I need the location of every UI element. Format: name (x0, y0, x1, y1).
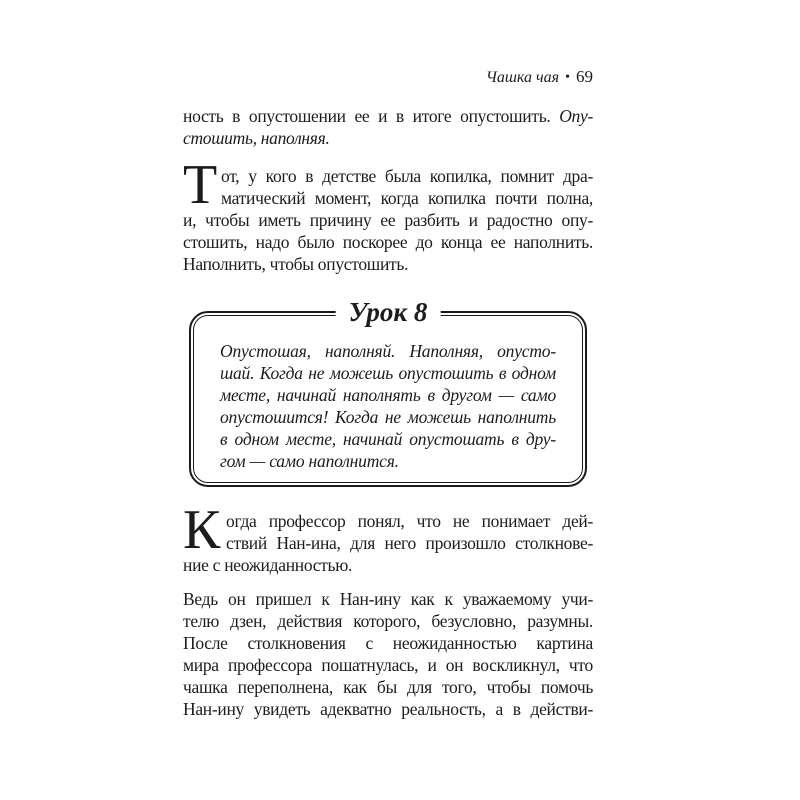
text-line: стошить, надо было поскорее до конца ее наполнить. (183, 232, 593, 252)
text-line: матический момент, когда копилка почти полна, (221, 188, 593, 208)
bullet-separator: • (565, 70, 570, 85)
text-line: огда профессор понял, что не понимает дей- (226, 511, 593, 531)
running-header (183, 66, 593, 89)
text-line: Наполнить, чтобы опустошить. (183, 254, 409, 274)
text-line: мира профессора пошатнулась, и он воскликнул, что (183, 655, 593, 675)
lesson-box-text (220, 340, 556, 472)
paragraph-professor (183, 499, 593, 576)
text-line: чашка переполнена, как бы для того, чтобы помочь (183, 677, 593, 697)
lesson-box (189, 297, 587, 487)
lesson-line: в одном месте, начинай опустошать в дру- (220, 429, 556, 449)
lesson-line: шай. Когда не можешь опустошить в одном (220, 363, 556, 383)
text-line: Нан-ину увидеть адекватно реальность, а в действи- (183, 699, 593, 719)
text-line: После столкновения с неожиданностью картина (183, 633, 593, 653)
lesson-line: месте, начинай наполнять в другом — само (220, 385, 556, 405)
lesson-line: Опустошая, наполняй. Наполняя, опусто- (220, 341, 556, 361)
text-line: и, чтобы иметь причину ее разбить и радостно опу- (183, 210, 593, 230)
lesson-title: Урок 8 (336, 296, 441, 328)
text-line: телю дзен, действия которого, безусловно, разумны. (183, 611, 593, 631)
page-number: 69 (576, 67, 593, 86)
text-line: Ведь он пришел к Нан-ину как к уважаемому учи- (183, 589, 593, 609)
text-line: стошить, наполняя. (183, 128, 330, 148)
chapter-title: Чашка чая (485, 69, 560, 86)
paragraph-continuation (183, 105, 593, 149)
paragraph-worldview (183, 588, 593, 720)
text-line: ность в опустошении ее и в итоге опустошить. Опу- (183, 106, 593, 126)
drop-cap: К (183, 499, 221, 561)
lesson-line: опустошится! Когда не можешь наполнить (220, 407, 556, 427)
lesson-line: гом — само наполнится. (220, 451, 399, 471)
text-line: от, у кого в детстве была копилка, помнит дра- (221, 166, 593, 186)
text-line: ствий Нан-ина, для него произошло столкнове- (226, 533, 593, 553)
paragraph-piggy-bank (183, 154, 593, 275)
text-line: ние с неожиданностью. (183, 555, 353, 575)
lesson-box-inner-border (193, 315, 583, 483)
drop-cap: Т (183, 154, 217, 216)
